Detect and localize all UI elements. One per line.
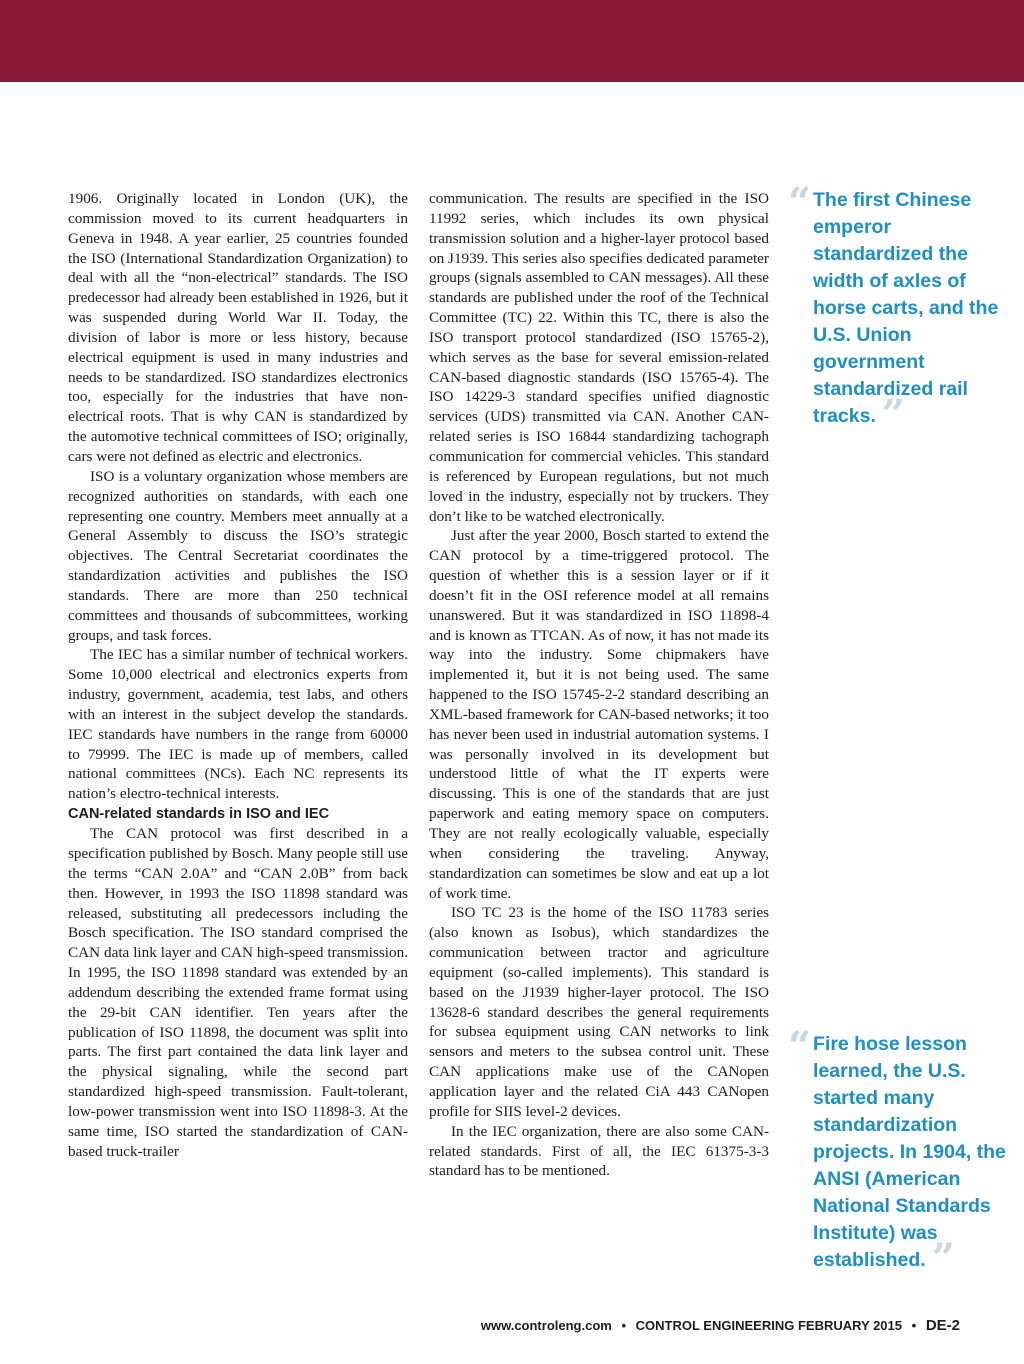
- pull-quote: [788, 1023, 1010, 1282]
- body-paragraph: ISO TC 23 is the home of the ISO 11783 series (also known as Isobus), which standardizes the communication between tractor and agriculture equipment (so-called implements). This standard is based on the J1939 higher-layer protocol. The ISO 13628-6 standard describes the general requirements for subsea equipment using CAN networks to link sensors and meters to the subsea control unit. These CAN applications make use of the CANopen application layer and the related CiA 443 CANopen profile for SIIS level-2 devices.: [429, 904, 769, 1120]
- body-paragraph: The IEC has a similar number of technical workers. Some 10,000 electrical and electronics experts from industry, government, academia, test labs, and others with an interest in the subject develop the standards. IEC standards have numbers in the range from 60000 to 79999. The IEC is made up of members, called national committees (NCs). Each NC represents its nation’s electro-technical interests.: [68, 646, 408, 803]
- open-quote-icon: “: [788, 179, 812, 226]
- body-paragraph: ISO is a voluntary organization whose members are recognized authorities on standards, with each one representing one country. Members meet annually at a General Assembly to discuss the ISO’s strategic objectives. The Central Secretariat coordinates the standardization activities and publishes the ISO standards. There are more than 250 technical committees and thousands of subcommittees, working groups, and task forces.: [68, 467, 408, 644]
- pull-quote-text: Fire hose lesson learned, the U.S. started many standardization projects. In 1904, the ANSI (American National Standards Institute) was established.: [813, 1033, 1006, 1271]
- section-subheading: CAN-related standards in ISO and IEC: [68, 806, 330, 823]
- article-column-left: [68, 189, 408, 1162]
- footer-publication: CONTROL ENGINEERING: [635, 1318, 795, 1333]
- close-quote-icon: ”: [931, 1235, 955, 1282]
- footer-separator: •: [621, 1318, 627, 1333]
- body-paragraph: 1906. Originally located in London (UK), the commission moved to its current headquarters in Geneva in 1948. A year earlier, 25 countries founded the ISO (International Standardization Organization) to deal with all the “non-electrical” standards. The ISO predecessor had already been established in 1926, but it was suspended during World War II. Today, the division of labor is more or less history, because electrical equipment is used in many industries and needs to be standardized. ISO standardizes electronics too, especially for the industries that have non-electrical roots. That is why CAN is standardized by the automotive technical committees of ISO; originally, cars were not defined as electric and electronics.: [68, 190, 408, 465]
- page-footer: [481, 1317, 960, 1334]
- pull-quote: [788, 179, 1010, 438]
- header-color-band: [0, 0, 1024, 82]
- body-paragraph: Just after the year 2000, Bosch started to extend the CAN protocol by a time-triggered protocol. The question of whether this is a session layer or if it doesn’t fit in the OSI reference model at all remains unanswered. But it was standardized in ISO 11898-4 and is known as TTCAN. As of now, it has not made its way into the industry. Some chipmakers have implemented it, but it is not being used. The same happened to the ISO 15745-2-2 standard describing an XML-based framework for CAN-based networks; it too has never been used in industrial automation systems. I was personally involved in its development but understood little of what the IT experts were discussing. This is one of the standards that are just paperwork and eating memory space on computers. They are not really ecologically valuable, especially when considering the traveling. Anyway, standardization can sometimes be slow and eat up a lot of work time.: [429, 527, 769, 902]
- article-column-middle: [429, 189, 769, 1181]
- close-quote-icon: ”: [881, 391, 905, 438]
- open-quote-icon: “: [788, 1023, 812, 1070]
- footer-separator: •: [911, 1318, 917, 1333]
- page-number: DE-2: [925, 1317, 960, 1334]
- footer-issue: FEBRUARY 2015: [797, 1318, 902, 1333]
- body-paragraph: In the IEC organization, there are also some CAN-related standards. First of all, the IEC 61375-3-3 standard has to be mentioned.: [429, 1122, 769, 1180]
- footer-url[interactable]: www.controleng.com: [480, 1318, 612, 1333]
- body-paragraph: The CAN protocol was first described in a specification published by Bosch. Many people still use the terms “CAN 2.0A” and “CAN 2.0B” from back then. However, in 1993 the ISO 11898 standard was released, substituting all predecessors including the Bosch specification. The ISO standard comprised the CAN data link layer and CAN high-speed transmission. In 1995, the ISO 11898 standard was extended by an addendum describing the extended frame format using the 29-bit CAN identifier. Ten years after the publication of ISO 11898, the document was split into parts. The first part contained the data link layer and the physical signaling, while the second part standardized high-speed transmission. Fault-tolerant, low-power transmission went into ISO 11898-3. At the same time, ISO started the standardization of CAN-based truck-trailer: [68, 825, 408, 1160]
- pull-quote-text: The first Chinese emperor standardized the width of axles of horse carts, and the U.S. Union government standardized rail tracks.: [813, 189, 999, 427]
- body-paragraph: communication. The results are specified in the ISO 11992 series, which includes its own physical transmission solution and a higher-layer protocol based on J1939. This series also specifies dedicated parameter groups (signals assembled to CAN messages). All these standards are published under the roof of the Technical Committee (TC) 22. Within this TC, there is also the ISO transport protocol standardized (ISO 15765-2), which serves as the base for several emission-related CAN-based diagnostic standards (ISO 15765-4). The ISO 14229-3 standard specifies unified diagnostic services (UDS) transmitted via CAN. Another CAN-related series is ISO 16844 standardizing tachograph communication for commercial vehicles. This standard is referenced by European regulations, but not much loved in the industry, especially not by truckers. They don’t like to be watched electronically.: [429, 190, 769, 525]
